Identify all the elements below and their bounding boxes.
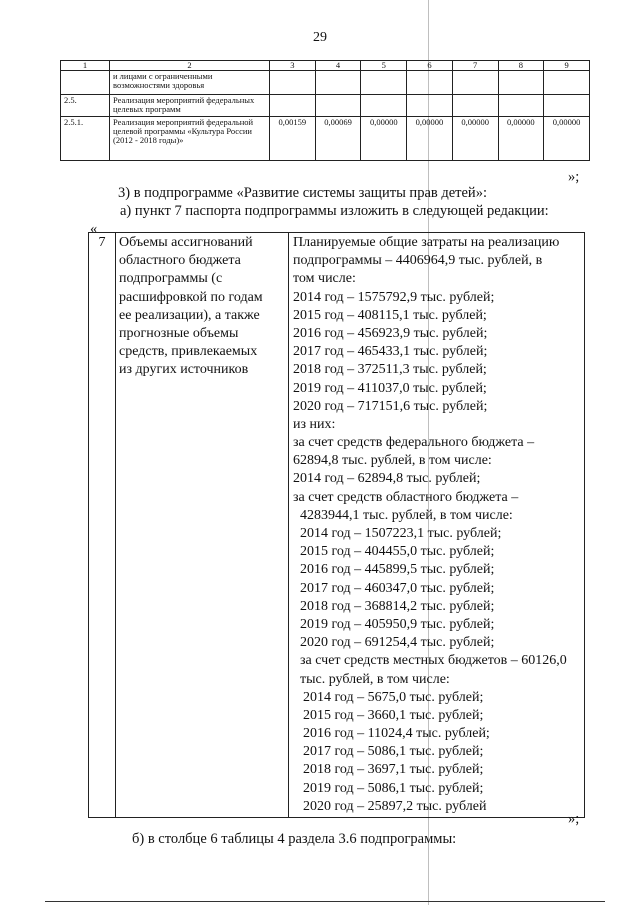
value-cell: 0,00000 [498,117,544,161]
intro-line: том числе: [293,271,356,287]
regional-year-line: 2018 год – 368814,2 тыс. рублей; [300,598,495,614]
header-cell: 7 [452,61,498,71]
closing-quote: »; [568,169,580,185]
row-name: и лицами с ограниченными возможностями здоровья [110,71,270,95]
name-line: расшифровкой по годам [119,289,263,305]
table-row [61,117,590,161]
header-cell: 3 [270,61,316,71]
row-name: Реализация мероприятий федеральных целевых программ [110,95,270,117]
local-year-line: 2018 год – 3697,1 тыс. рублей; [303,762,484,778]
name-line: подпрограммы (с [119,271,223,287]
header-cell: 1 [61,61,110,71]
value-cell [270,71,316,95]
name-line: прогнозные объемы [119,325,239,341]
value-cell [407,71,453,95]
value-cell [498,71,544,95]
value-cell: 0,00069 [315,117,361,161]
name-line: из других источников [119,362,249,378]
name-line: областного бюджета [119,253,241,269]
total-year-line: 2015 год – 408115,1 тыс. рублей; [293,307,487,323]
value-cell [315,95,361,117]
local-line: за счет средств местных бюджетов – 60126,0 [300,653,567,669]
total-year-line: 2016 год – 456923,9 тыс. рублей; [293,325,488,341]
page-edge-line [45,901,605,902]
funding-description [289,233,585,818]
table-header-row [61,61,590,71]
paragraph-subprogram: 3) в подпрограмме «Развитие системы защиты прав детей»: [118,185,487,201]
regional-year-line: 2015 год – 404455,0 тыс. рублей; [300,544,495,560]
local-year-line: 2017 год – 5086,1 тыс. рублей; [303,744,484,760]
regional-year-line: 2019 год – 405950,9 тыс. рублей; [300,616,495,632]
header-cell: 4 [315,61,361,71]
value-cell [544,95,590,117]
name-line: средств, привлекаемых [119,344,258,360]
table-row [89,233,585,818]
passport-table [88,232,585,818]
local-year-line: 2019 год – 5086,1 тыс. рублей; [303,780,484,796]
value-cell [270,95,316,117]
total-year-line: 2014 год – 1575792,9 тыс. рублей; [293,289,495,305]
row-name: Реализация мероприятий федеральной целевой программы «Культура России (2012 - 2018 годы)» [110,117,270,161]
row-number: 7 [89,233,116,818]
header-cell: 5 [361,61,407,71]
regional-year-line: 2017 год – 460347,0 тыс. рублей; [300,580,495,596]
federal-line: 62894,8 тыс. рублей, в том числе: [293,453,492,469]
federal-line: за счет средств федерального бюджета – [293,435,535,451]
regional-line: 4283944,1 тыс. рублей, в том числе: [300,507,513,523]
row-name [116,233,289,818]
row-number [61,71,110,95]
value-cell [361,71,407,95]
total-year-line: 2019 год – 411037,0 тыс. рублей; [293,380,487,396]
value-cell [544,71,590,95]
value-cell [452,71,498,95]
intro-line: подпрограммы – 4406964,9 тыс. рублей, в [293,253,543,269]
regional-year-line: 2020 год – 691254,4 тыс. рублей; [300,635,495,651]
regional-line: за счет средств областного бюджета – [293,489,519,505]
local-year-line: 2016 год – 11024,4 тыс. рублей; [303,726,490,742]
local-year-line: 2020 год – 25897,2 тыс. рублей [303,798,487,814]
header-cell: 9 [544,61,590,71]
value-cell: 0,00000 [361,117,407,161]
regional-year-line: 2016 год – 445899,5 тыс. рублей; [300,562,495,578]
value-cell [452,95,498,117]
value-cell: 0,00159 [270,117,316,161]
value-cell: 0,00000 [407,117,453,161]
opening-quote: « [90,221,98,237]
local-year-line: 2014 год – 5675,0 тыс. рублей; [303,689,484,705]
federal-year-line: 2014 год – 62894,8 тыс. рублей; [293,471,481,487]
table-row [61,71,590,95]
closing-quote: »; [568,811,580,827]
name-line: ее реализации), а также [119,307,260,323]
value-cell [407,95,453,117]
header-cell: 2 [110,61,270,71]
value-cell: 0,00000 [544,117,590,161]
paragraph-column6: б) в столбце 6 таблицы 4 раздела 3.6 подпрограммы: [132,831,457,847]
value-cell [361,95,407,117]
total-year-line: 2018 год – 372511,3 тыс. рублей; [293,362,487,378]
table-row [61,95,590,117]
page-number: 29 [313,30,327,45]
header-cell: 6 [407,61,453,71]
row-number: 2.5. [61,95,110,117]
total-year-line: 2020 год – 717151,6 тыс. рублей; [293,398,488,414]
header-cell: 8 [498,61,544,71]
paragraph-point7: а) пункт 7 паспорта подпрограммы изложить в следующей редакции: [120,203,549,219]
name-line: Объемы ассигнований [119,235,253,250]
row-number: 2.5.1. [61,117,110,161]
value-cell [315,71,361,95]
local-year-line: 2015 год – 3660,1 тыс. рублей; [303,707,484,723]
local-line: тыс. рублей, в том числе: [300,671,450,687]
value-cell [498,95,544,117]
budget-share-table [60,60,590,161]
total-year-line: 2017 год – 465433,1 тыс. рублей; [293,344,488,360]
value-cell: 0,00000 [452,117,498,161]
regional-year-line: 2014 год – 1507223,1 тыс. рублей; [300,526,502,541]
intro-line: Планируемые общие затраты на реализацию [293,235,560,250]
of-them-label: из них: [293,416,336,432]
